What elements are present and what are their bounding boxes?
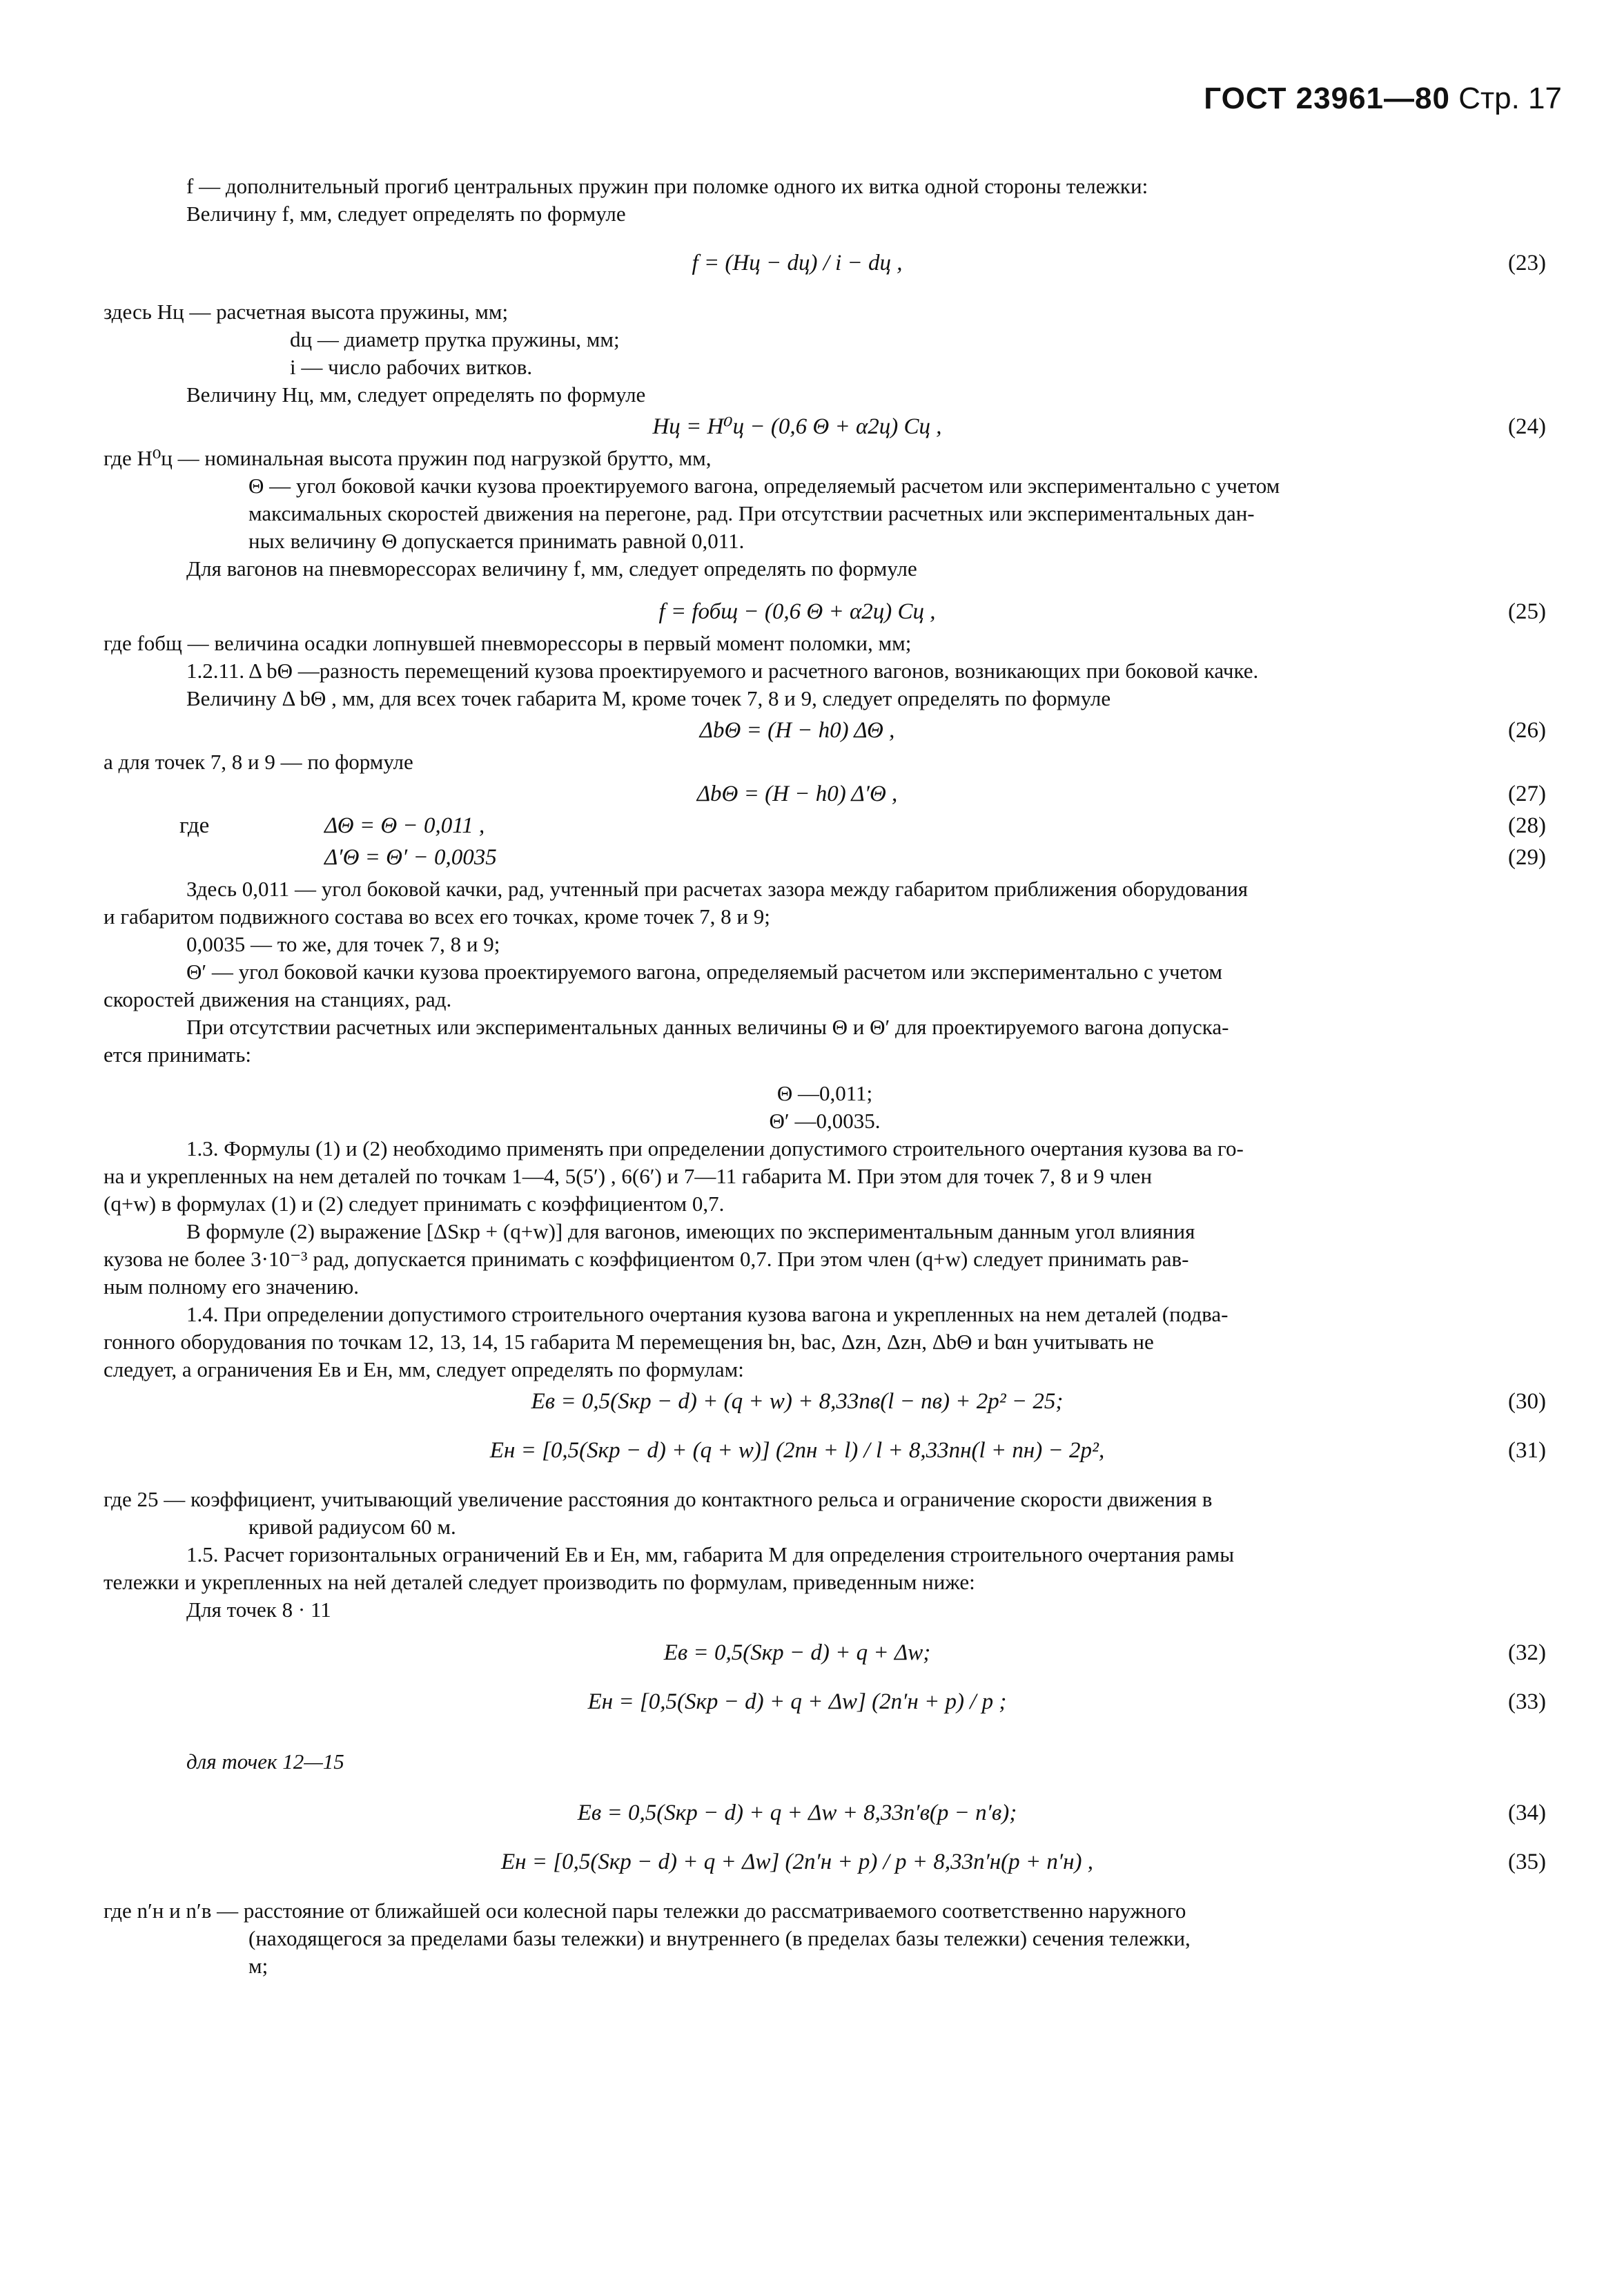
text-line: При отсутствии расчетных или экспериментальных данных величины Θ и Θ′ для проектируемого вагона допуска- <box>186 1015 1229 1039</box>
equation-expression: ΔΘ = Θ − 0,011 , <box>324 813 485 838</box>
page-header <box>1204 81 1562 116</box>
text-line: скоростей движения на станциях, рад. <box>104 987 452 1011</box>
value-line: Θ —0,011; <box>776 1081 873 1105</box>
text-line: 0,0035 — то же, для точек 7, 8 и 9; <box>186 932 500 956</box>
text-line: гонного оборудования по точкам 12, 13, 14, 15 габарита M перемещения bн, bас, Δzн, Δzн, ΔbΘ и bαн учитывать не <box>104 1330 1154 1354</box>
equation-expression: ΔbΘ = (H − h0) ΔΘ , <box>699 718 895 743</box>
equation-32 <box>104 1639 1546 1667</box>
text-line: Для вагонов на пневморессорах величину f, мм, следует определять по формуле <box>186 556 917 581</box>
text-line: кузова не более 3·10⁻³ рад, допускается принимать с коэффициентом 0,7. При этом член (q+w) следует принимать рав- <box>104 1247 1189 1271</box>
text-line: и габаритом подвижного состава во всех его точках, кроме точек 7, 8 и 9; <box>104 904 770 929</box>
text-line: максимальных скоростей движения на перегоне, рад. При отсутствии расчетных или экспериментальных дан- <box>248 501 1255 525</box>
equation-number: (34) <box>1508 1800 1546 1825</box>
text-line: dц — диаметр прутка пружины, мм; <box>290 327 620 351</box>
text-line: кривой радиусом 60 м. <box>248 1515 456 1539</box>
equation-expression: Eв = 0,5(Sкр − d) + (q + w) + 8,33nв(l − nв) + 2p² − 25; <box>531 1389 1064 1414</box>
text-line: Θ — угол боковой качки кузова проектируемого вагона, определяемый расчетом или экспериментально с учетом <box>248 474 1280 498</box>
text-line: 1.4. При определении допустимого строительного очертания кузова вагона и укрепленных на нем деталей (подва- <box>186 1302 1229 1326</box>
text-line: Величину Δ bΘ , мм, для всех точек габарита M, кроме точек 7, 8 и 9, следует определять по формуле <box>186 686 1111 710</box>
equation-number: (33) <box>1508 1689 1546 1714</box>
equation-number: (26) <box>1508 718 1546 743</box>
text-line: ных величину Θ допускается принимать равной 0,011. <box>248 529 745 553</box>
equation-31 <box>104 1419 1546 1482</box>
equation-number: (28) <box>1508 813 1546 838</box>
page-number: Стр. 17 <box>1458 81 1562 115</box>
equation-expression: f = (Hц − dц) / i − dц , <box>692 251 903 275</box>
text-line: Здесь 0,011 — угол боковой качки, рад, учтенный при расчетах зазора между габаритом приближения оборудования <box>186 877 1249 901</box>
equation-expression: Eн = [0,5(Sкр − d) + (q + w)] (2nн + l) / l + 8,33nн(l + nн) − 2p², <box>489 1438 1105 1463</box>
equation-27 <box>104 780 1546 808</box>
text-line: 1.3. Формулы (1) и (2) необходимо применять при определении допустимого строительного очертания кузова ва го- <box>186 1136 1244 1161</box>
text-line: для точек 12—15 <box>186 1749 344 1774</box>
text-line: а для точек 7, 8 и 9 — по формуле <box>104 750 413 774</box>
equation-expression: Hц = H⁰ц − (0,6 Θ + α2ц) Cц , <box>652 414 942 439</box>
equation-33 <box>104 1671 1546 1733</box>
equation-expression: Eв = 0,5(Sкр − d) + q + Δw + 8,33n′в(p − n′в); <box>577 1800 1017 1825</box>
text-line: Для точек 8 · 11 <box>186 1598 331 1622</box>
equation-expression: Eн = [0,5(Sкр − d) + q + Δw] (2n′н + p) / p + 8,33n′н(p + n′н) , <box>500 1849 1094 1874</box>
equation-expression: Eв = 0,5(Sкр − d) + q + Δw; <box>663 1640 931 1665</box>
equation-number: (32) <box>1508 1640 1546 1665</box>
text-line: Величину f, мм, следует определять по формуле <box>186 202 626 226</box>
equation-29 <box>104 844 1546 871</box>
text-line: f — дополнительный прогиб центральных пружин при поломке одного их витка одной стороны тележки: <box>186 174 1148 198</box>
equation-number: (25) <box>1508 599 1546 624</box>
equation-30 <box>104 1388 1546 1415</box>
text-line: где 25 — коэффициент, учитывающий увеличение расстояния до контактного рельса и ограничение скорости движения в <box>104 1487 1213 1511</box>
text-line: здесь Hц — расчетная высота пружины, мм; <box>104 300 509 324</box>
text-line: ным полному его значению. <box>104 1274 360 1299</box>
where-label: где <box>179 813 210 838</box>
text-line: на и укрепленных на нем деталей по точкам 1—4, 5(5′) , 6(6′) и 7—11 габарита M. При этом для точек 7, 8 и 9 член <box>104 1164 1153 1188</box>
text-line: тележки и укрепленных на ней деталей следует производить по формулам, приведенным ниже: <box>104 1570 975 1594</box>
equation-expression: Δ′Θ = Θ′ − 0,0035 <box>324 845 497 870</box>
gost-number: ГОСТ 23961—80 <box>1204 81 1450 115</box>
equation-26 <box>104 717 1546 744</box>
equation-number: (31) <box>1508 1438 1546 1463</box>
text-line: следует, а ограничения Eв и Eн, мм, следует определять по формулам: <box>104 1357 744 1381</box>
text-line: где H⁰ц — номинальная высота пружин под нагрузкой брутто, мм, <box>104 446 712 470</box>
document-body <box>104 173 1546 1980</box>
text-line: Величину Hц, мм, следует определять по формуле <box>186 382 646 407</box>
equation-number: (30) <box>1508 1389 1546 1414</box>
equation-number: (35) <box>1508 1849 1546 1874</box>
equation-number: (27) <box>1508 781 1546 806</box>
value-line: Θ′ —0,0035. <box>769 1109 881 1133</box>
text-line: 1.2.11. Δ bΘ —разность перемещений кузова проектируемого и расчетного вагонов, возникающих при боковой качке. <box>186 659 1259 683</box>
equation-expression: ΔbΘ = (H − h0) Δ′Θ , <box>696 781 898 806</box>
text-line: 1.5. Расчет горизонтальных ограничений Eв и Eн, мм, габарита M для определения строительного очертания рамы <box>186 1542 1235 1566</box>
equation-number: (23) <box>1508 251 1546 275</box>
equation-expression: f = fобщ − (0,6 Θ + α2ц) Cц , <box>658 599 936 624</box>
equation-35 <box>104 1831 1546 1893</box>
text-line: (находящегося за пределами базы тележки) и внутреннего (в пределах базы тележки) сечения тележки, <box>248 1926 1191 1950</box>
equation-number: (29) <box>1508 845 1546 870</box>
equation-23 <box>104 232 1546 294</box>
equation-25 <box>104 598 1546 625</box>
text-line: м; <box>248 1954 268 1978</box>
text-line: (q+w) в формулах (1) и (2) следует принимать с коэффициентом 0,7. <box>104 1192 725 1216</box>
text-line: В формуле (2) выражение [ΔSкр + (q+w)] для вагонов, имеющих по экспериментальным данным угол влияния <box>186 1219 1195 1243</box>
equation-34 <box>104 1799 1546 1827</box>
text-line: где n′н и n′в — расстояние от ближайшей оси колесной пары тележки до рассматриваемого соответственно наружного <box>104 1899 1186 1923</box>
equation-expression: Eн = [0,5(Sкр − d) + q + Δw] (2n′н + p) / p ; <box>587 1689 1007 1714</box>
text-line: где fобщ — величина осадки лопнувшей пневморессоры в первый момент поломки, мм; <box>104 631 912 655</box>
equation-number: (24) <box>1508 414 1546 439</box>
text-line: ется принимать: <box>104 1042 251 1067</box>
equation-28 <box>104 812 1546 839</box>
text-line: i — число рабочих витков. <box>290 355 533 379</box>
text-line: Θ′ — угол боковой качки кузова проектируемого вагона, определяемый расчетом или экспериментально с учетом <box>186 960 1223 984</box>
equation-24 <box>104 413 1546 440</box>
